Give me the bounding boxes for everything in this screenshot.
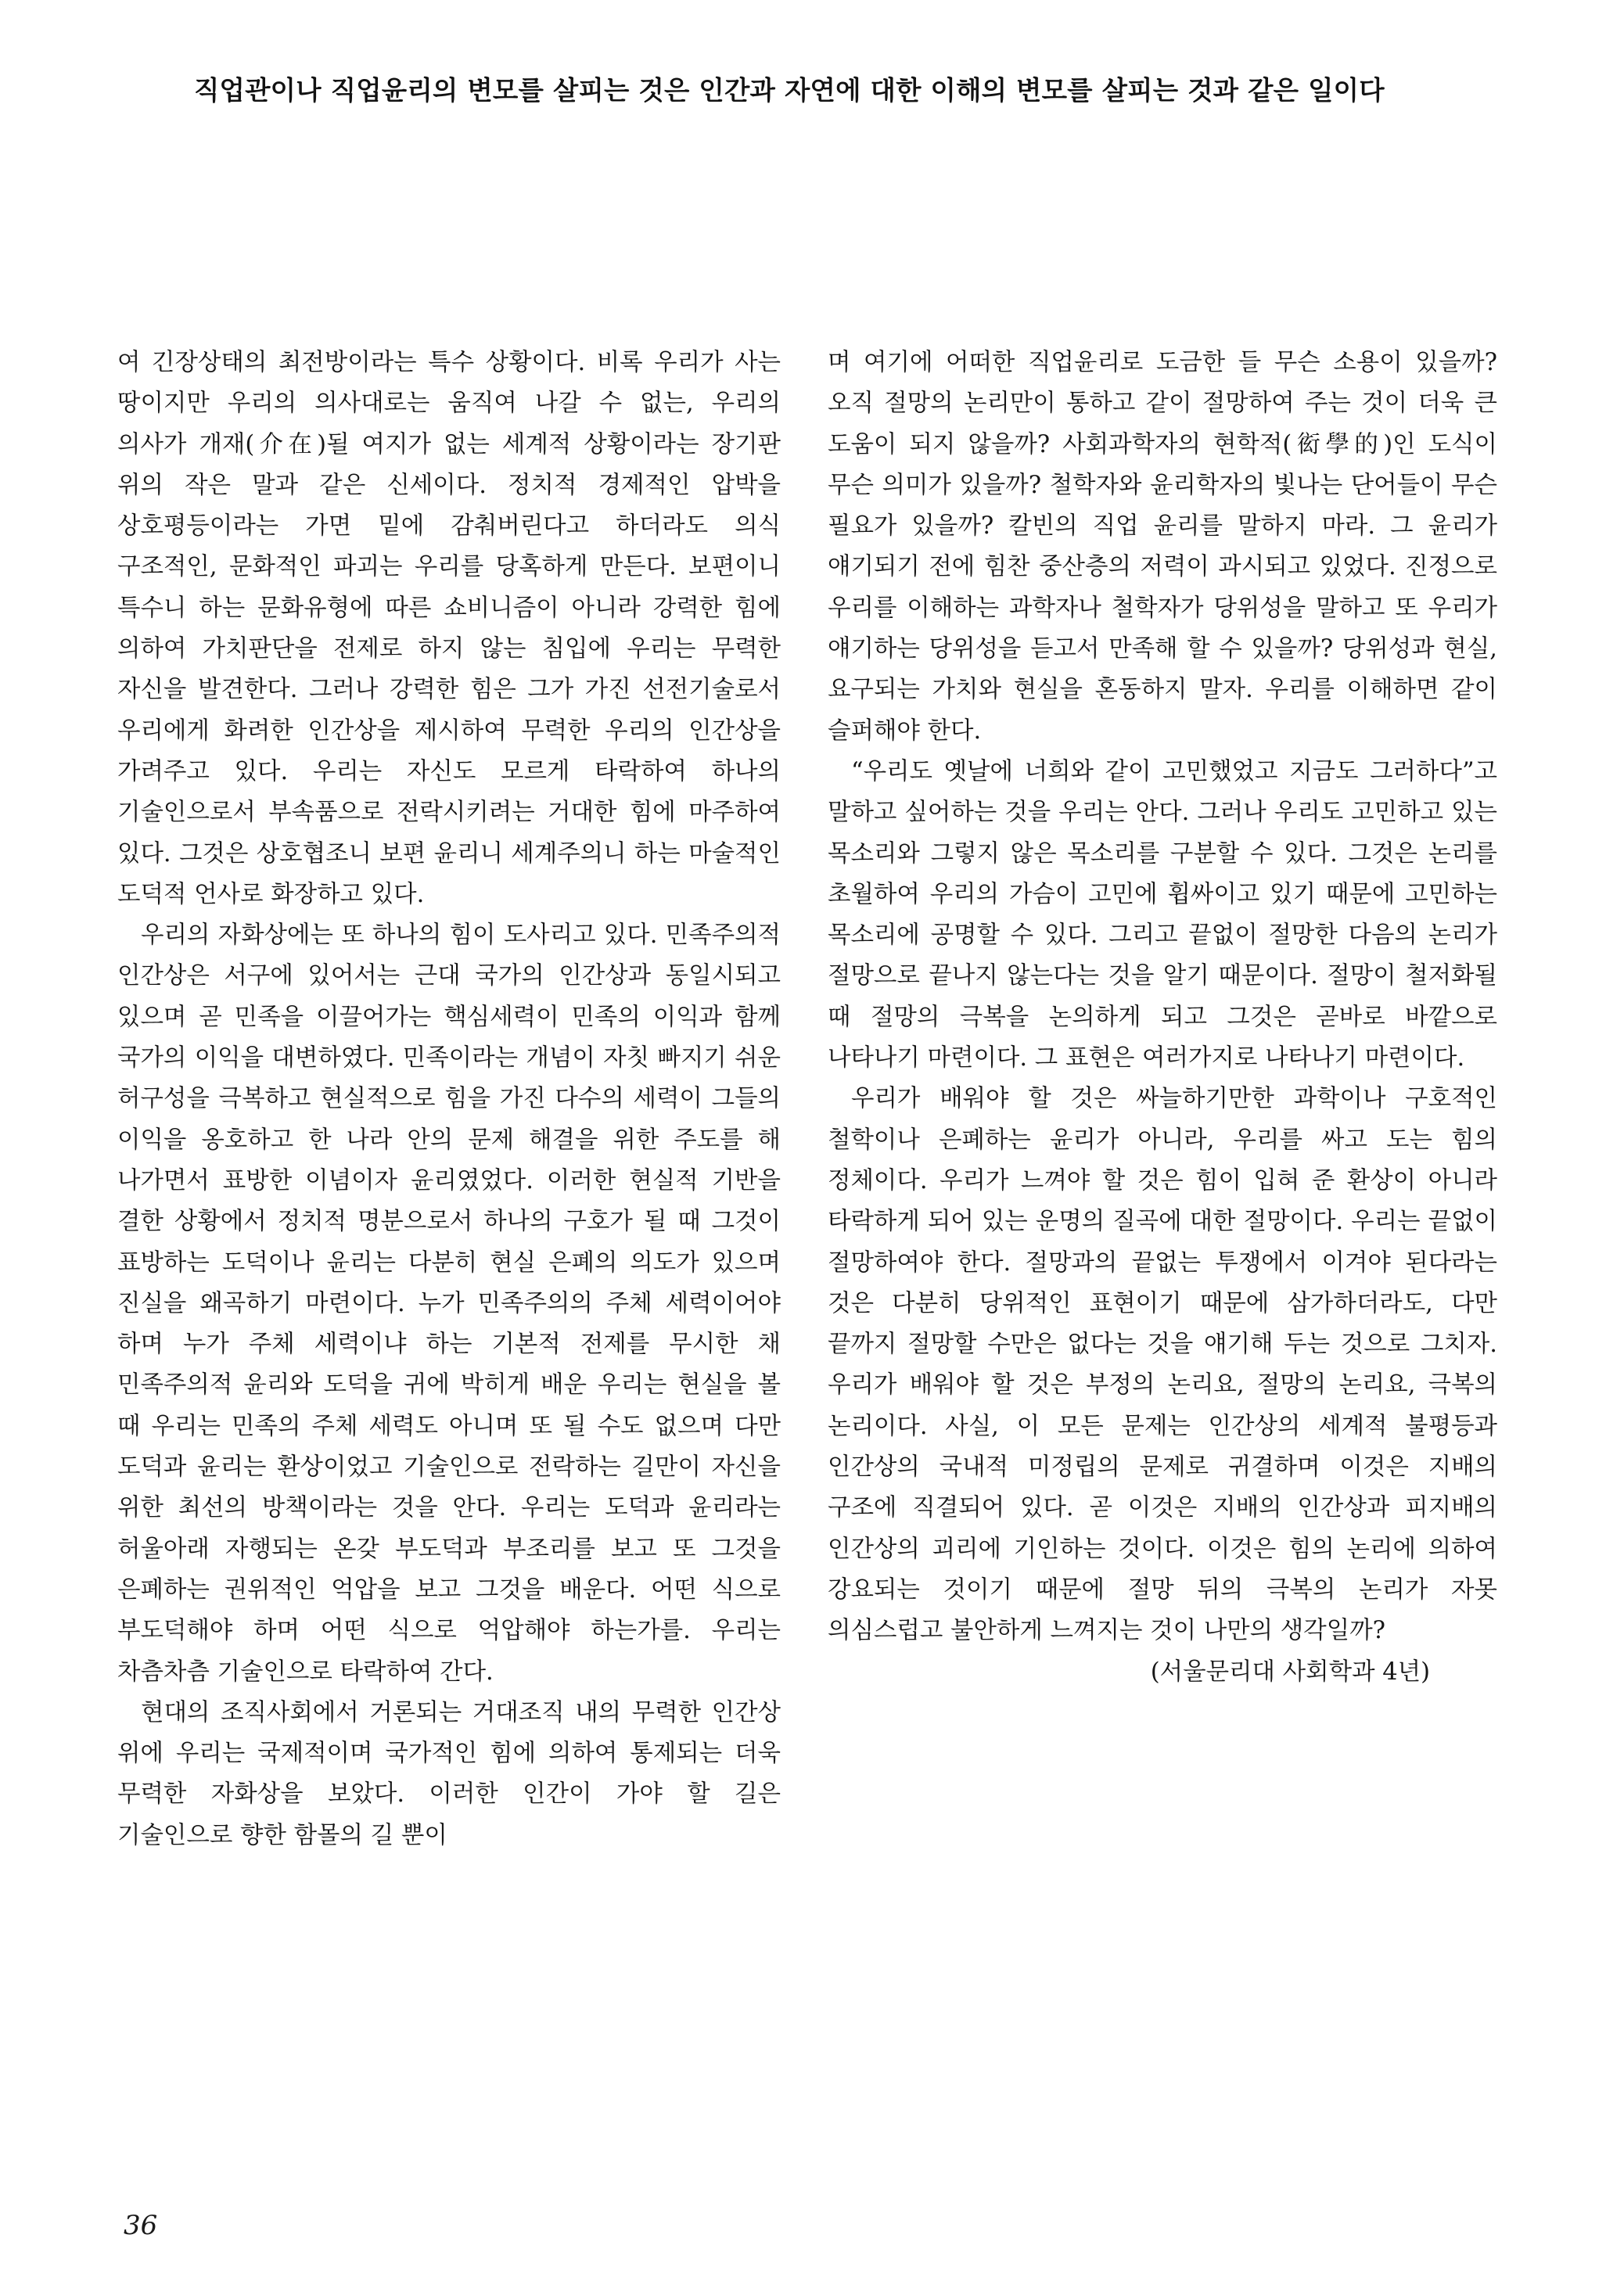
paragraph: “우리도 옛날에 너희와 같이 고민했었고 지금도 그러하다”고 말하고 싶어하는 것을 우리는 안다. 그러나 우리도 고민하고 있는 목소리와 그렇지 않은 목소리를 구분할 수 있다. 그것은 논리를 초월하여 우리의 가슴이 고민에 휩싸이고 있기 때문에 고민하는 목소리에 공명할 수 있다. 그리고 끝없이 절망한 다음의 논리가 절망으로 끝나지 않는다는 것을 알기 때문이다. 절망이 철저화될 때 절망의 극복을 논의하게 되고 그것은 곧바로 바깥으로 나타나기 마련이다. 그 표현은 여러가지로 나타나기 마련이다. xyxy=(828,757,1497,1072)
page-number: 36 xyxy=(124,2210,158,2241)
running-header: 직업관이나 직업윤리의 변모를 살피는 것은 인간과 자연에 대한 이해의 변모를 살피는 것과 같은 일이다 xyxy=(194,75,1385,106)
article-column-right xyxy=(828,343,1497,1693)
paragraph: 우리가 배워야 할 것은 싸늘하기만한 과학이나 구호적인 철학이나 은폐하는 윤리가 아니라, 우리를 싸고 도는 힘의 정체이다. 우리가 느껴야 할 것은 힘이 입혀 준 환상이 아니라 타락하게 되어 있는 운명의 질곡에 대한 절망이다. 우리는 끝없이 절망하여야 한다. 절망과의 끝없는 투쟁에서 이겨야 된다라는 것은 다분히 당위적인 표현이기 때문에 삼가하더라도, 다만 끝까지 절망할 수만은 없다는 것을 얘기해 두는 것으로 그치자. 우리가 배워야 할 것은 부정의 논리요, 절망의 논리요, 극복의 논리이다. 사실, 이 모든 문제는 인간상의 세계적 불평등과 인간상의 국내적 미정립의 문제로 귀결하며 이것은 지배의 구조에 직결되어 있다. 곧 이것은 지배의 인간상과 피지배의 인간상의 괴리에 기인하는 것이다. 이것은 힘의 논리에 의하여 강요되는 것이기 때문에 절망 뒤의 극복의 논리가 자못 의심스럽고 불안하게 느껴지는 것이 나만의 생각일까? xyxy=(828,1085,1497,1645)
paragraph: 현대의 조직사회에서 거론되는 거대조직 내의 무력한 인간상 위에 우리는 국제적이며 국가적인 힘에 의하여 통제되는 더욱 무력한 자화상을 보았다. 이러한 인간이 가야 할 길은 기술인으로 향한 함몰의 길 뿐이 xyxy=(117,1698,781,1849)
paragraph: 여 긴장상태의 최전방이라는 특수 상황이다. 비록 우리가 사는 땅이지만 우리의 의사대로는 움직여 나갈 수 없는, 우리의 의사가 개재(介在)될 여지가 없는 세계적 상황이라는 장기판 위의 작은 말과 같은 신세이다. 정치적 경제적인 압박을 상호평등이라는 가면 밑에 감춰버린다고 하더라도 의식 구조적인, 문화적인 파괴는 우리를 당혹하게 만든다. 보편이니 특수니 하는 문화유형에 따른 쇼비니즘이 아니라 강력한 힘에 의하여 가치판단을 전제로 하지 않는 침입에 우리는 무력한 자신을 발견한다. 그러나 강력한 힘은 그가 가진 선전기술로서 우리에게 화려한 인간상을 제시하여 무력한 우리의 인간상을 가려주고 있다. 우리는 자신도 모르게 타락하여 하나의 기술인으로서 부속품으로 전락시키려는 거대한 힘에 마주하여 있다. 그것은 상호협조니 보편 윤리니 세계주의니 하는 마술적인 도덕적 언사로 화장하고 있다. xyxy=(117,349,781,908)
author-byline: (서울문리대 사회학과 4년) xyxy=(1150,1658,1430,1686)
article-column-left xyxy=(117,343,781,1856)
paragraph: 우리의 자화상에는 또 하나의 힘이 도사리고 있다. 민족주의적 인간상은 서구에 있어서는 근대 국가의 인간상과 동일시되고 있으며 곧 민족을 이끌어가는 핵심세력이 민족의 이익과 함께 국가의 이익을 대변하였다. 민족이라는 개념이 자칫 빠지기 쉬운 허구성을 극복하고 현실적으로 힘을 가진 다수의 세력이 그들의 이익을 옹호하고 한 나라 안의 문제 해결을 위한 주도를 해 나가면서 표방한 이념이자 윤리였었다. 이러한 현실적 기반을 결한 상황에서 정치적 명분으로서 하나의 구호가 될 때 그것이 표방하는 도덕이나 윤리는 다분히 현실 은폐의 의도가 있으며 진실을 왜곡하기 마련이다. 누가 민족주의의 주체 세력이어야 하며 누가 주체 세력이냐 하는 기본적 전제를 무시한 채 민족주의적 윤리와 도덕을 귀에 박히게 배운 우리는 현실을 볼 때 우리는 민족의 주체 세력도 아니며 또 될 수도 없으며 다만 도덕과 윤리는 환상이었고 기술인으로 전락하는 길만이 자신을 위한 최선의 방책이라는 것을 안다. 우리는 도덕과 윤리라는 허울아래 자행되는 온갖 부도덕과 부조리를 보고 또 그것을 은폐하는 권위적인 억압을 보고 그것을 배운다. 어떤 식으로 부도덕해야 하며 어떤 식으로 억압해야 하는가를. 우리는 차츰차츰 기술인으로 타락하여 간다. xyxy=(117,921,781,1686)
paragraph: 며 여기에 어떠한 직업윤리로 도금한 들 무슨 소용이 있을까? 오직 절망의 논리만이 통하고 같이 절망하여 주는 것이 더욱 큰 도움이 되지 않을까? 사회과학자의 현학적(衒學的)인 도식이 무슨 의미가 있을까? 철학자와 윤리학자의 빛나는 단어들이 무슨 필요가 있을까? 칼빈의 직업 윤리를 말하지 마라. 그 윤리가 얘기되기 전에 힘찬 중산층의 저력이 과시되고 있었다. 진정으로 우리를 이해하는 과학자나 철학자가 당위성을 말하고 또 우리가 얘기하는 당위성을 듣고서 만족해 할 수 있을까? 당위성과 현실, 요구되는 가치와 현실을 혼동하지 말자. 우리를 이해하면 같이 슬퍼해야 한다. xyxy=(828,349,1497,745)
